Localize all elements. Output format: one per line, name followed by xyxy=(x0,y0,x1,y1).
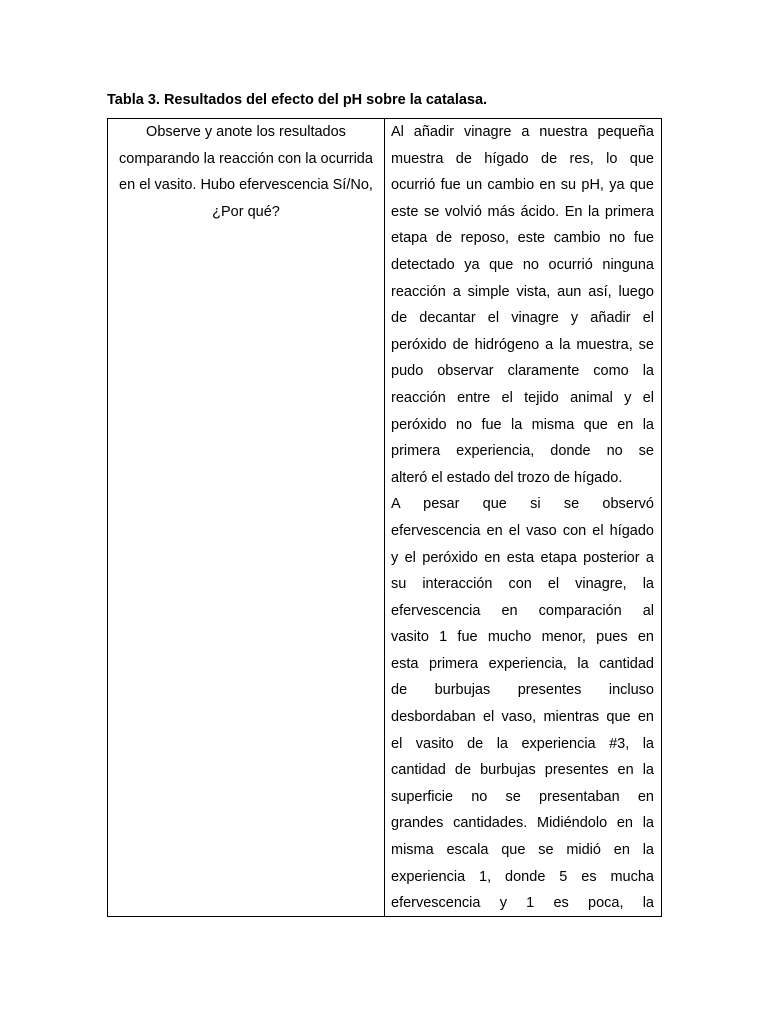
text-line: ocurrió fue un cambio en su pH, ya que xyxy=(391,177,654,194)
answer-paragraph-1 xyxy=(391,119,654,491)
results-table xyxy=(107,118,662,917)
text-line: Al añadir vinagre a nuestra pequeña xyxy=(391,124,654,140)
answer-cell xyxy=(385,119,661,916)
text-line: reacción a simple vista, aun así, luego xyxy=(391,283,654,300)
text-line: cantidad de burbujas presentes en la xyxy=(391,762,654,779)
text-line: efervescencia en comparación al xyxy=(391,602,654,619)
text-line: este se volvió más ácido. En la primera xyxy=(391,203,654,220)
text-line: superficie no se presentaban en xyxy=(391,788,654,805)
text-line: esta primera experiencia, la cantidad xyxy=(391,655,654,672)
text-line: pudo observar claramente como la xyxy=(391,363,654,380)
table-caption: Tabla 3. Resultados del efecto del pH sobre la catalasa. xyxy=(107,92,488,108)
text-line: y el peróxido en esta etapa posterior a xyxy=(391,549,654,566)
text-line: de burbujas presentes incluso xyxy=(391,682,654,699)
text-line: primera experiencia, donde no se xyxy=(391,443,654,460)
question-cell: Observe y anote los resultados comparando la reacción con la ocurrida en el vasito. Hubo efervescencia Sí/No, ¿Por qué? xyxy=(108,119,385,916)
text-line: peróxido de hidrógeno a la muestra, se xyxy=(391,336,654,353)
text-line: muestra de hígado de res, lo que xyxy=(391,150,654,167)
text-line: reacción entre el tejido animal y el xyxy=(391,389,654,406)
text-line: grandes cantidades. Midiéndolo en la xyxy=(391,815,654,832)
text-line: de decantar el vinagre y añadir el xyxy=(391,310,654,327)
text-line: detectado ya que no ocurrió ninguna xyxy=(391,256,654,273)
text-line: el vasito de la experiencia #3, la xyxy=(391,735,654,752)
text-line: misma escala que se midió en la xyxy=(391,842,654,859)
text-line: etapa de reposo, este cambio no fue xyxy=(391,230,654,247)
text-line: peróxido no fue la misma que en la xyxy=(391,416,654,433)
text-line: efervescencia en el vaso con el hígado xyxy=(391,522,654,539)
text-line: desbordaban el vaso, mientras que en xyxy=(391,709,654,726)
text-line: efervescencia y 1 es poca, la xyxy=(391,895,654,912)
text-line: vasito 1 fue mucho menor, pues en xyxy=(391,629,654,646)
text-line: A pesar que si se observó xyxy=(391,496,654,513)
text-line: alteró el estado del trozo de hígado. xyxy=(391,469,623,486)
text-line: su interacción con el vinagre, la xyxy=(391,576,654,593)
answer-paragraph-2 xyxy=(391,491,654,916)
text-line: experiencia 1, donde 5 es mucha xyxy=(391,868,654,885)
